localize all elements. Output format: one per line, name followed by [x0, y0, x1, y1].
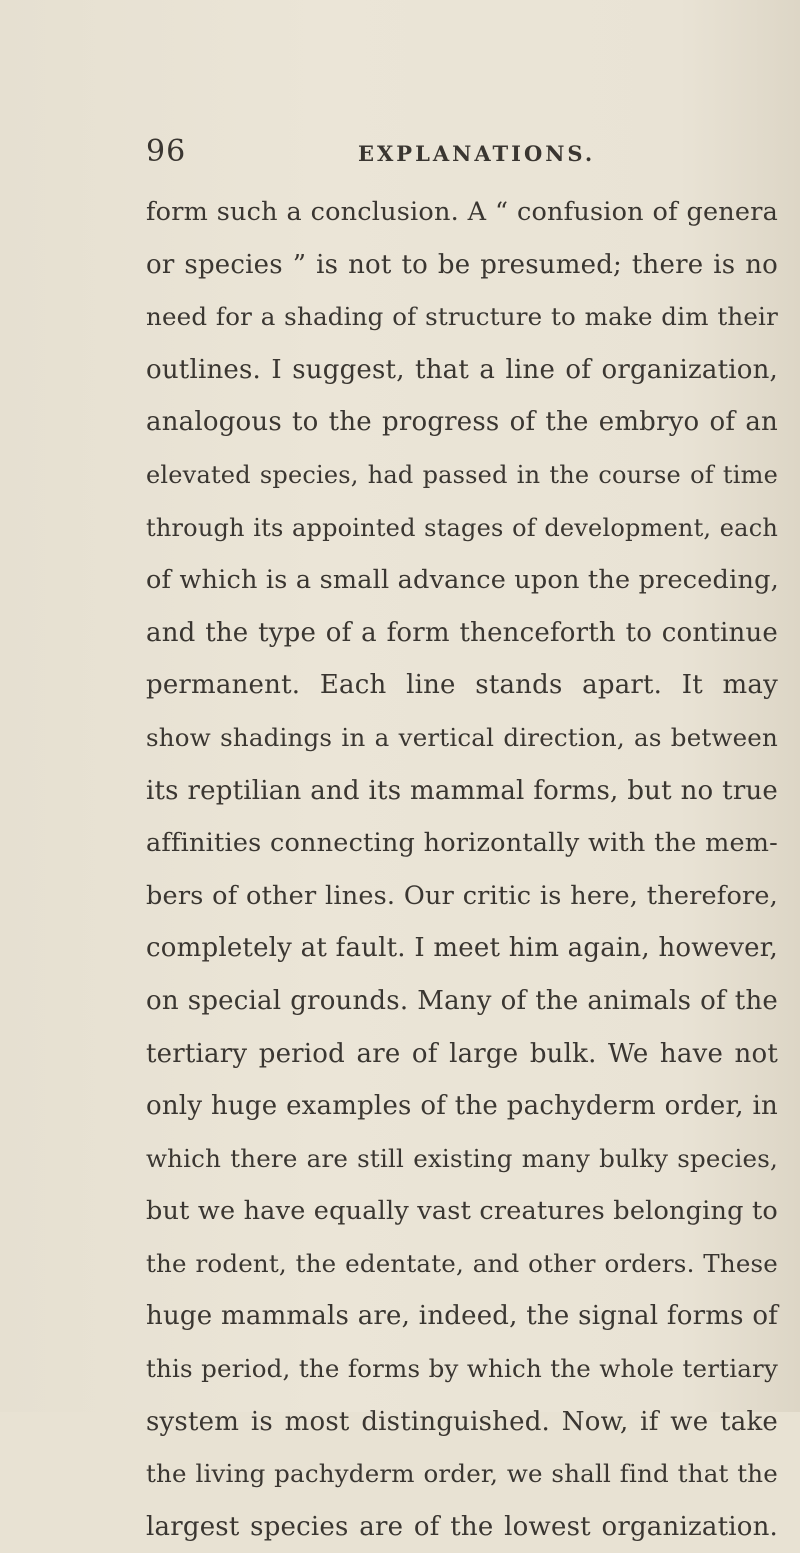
- text-line: through its appointed stages of development, each: [146, 513, 778, 542]
- text-line: this period, the forms by which the whole tertiary: [146, 1354, 778, 1384]
- text-line: of which is a small advance upon the preceding,: [146, 565, 779, 596]
- text-line: system is most distinguished. Now, if we take: [146, 1406, 778, 1437]
- text-line: elevated species, had passed in the course of time: [146, 460, 778, 489]
- text-line: need for a shading of structure to make dim their: [146, 302, 778, 332]
- text-line: huge mammals are, indeed, the signal forms of: [146, 1301, 778, 1332]
- text-line: but we have equally vast creatures belonging to: [146, 1196, 778, 1227]
- text-line: largest species are of the lowest organization.: [146, 1511, 778, 1542]
- text-line: the rodent, the edentate, and other orders. These: [146, 1248, 778, 1278]
- text-line: its reptilian and its mammal forms, but no true: [146, 775, 778, 806]
- text-line: form such a conclusion. A “ confusion of genera: [146, 197, 778, 227]
- page-header: [146, 134, 766, 174]
- text-line: only huge examples of the pachyderm order, in: [146, 1091, 778, 1122]
- text-line: affinities connecting horizontally with the mem-: [146, 828, 778, 859]
- text-line: tertiary period are of large bulk. We have not: [146, 1038, 778, 1069]
- text-line: on special grounds. Many of the animals of the: [146, 985, 778, 1016]
- text-line: analogous to the progress of the embryo of an: [146, 407, 778, 438]
- text-line: completely at fault. I meet him again, however,: [146, 933, 778, 964]
- text-line: outlines. I suggest, that a line of organization,: [146, 354, 778, 385]
- text-line: the living pachyderm order, we shall find that the: [146, 1459, 778, 1489]
- text-line: show shadings in a vertical direction, as between: [146, 722, 778, 752]
- text-line: bers of other lines. Our critic is here, therefore,: [146, 880, 778, 911]
- text-line: and the type of a form thenceforth to continue: [146, 617, 778, 648]
- body-paragraph: [146, 186, 778, 1553]
- page-number: 96: [146, 134, 187, 169]
- text-line: permanent. Each line stands apart. It may: [146, 670, 778, 701]
- running-title: EXPLANATIONS.: [358, 141, 596, 166]
- text-line: or species ” is not to be presumed; there is no: [146, 249, 778, 280]
- text-line: which there are still existing many bulky species,: [146, 1143, 778, 1173]
